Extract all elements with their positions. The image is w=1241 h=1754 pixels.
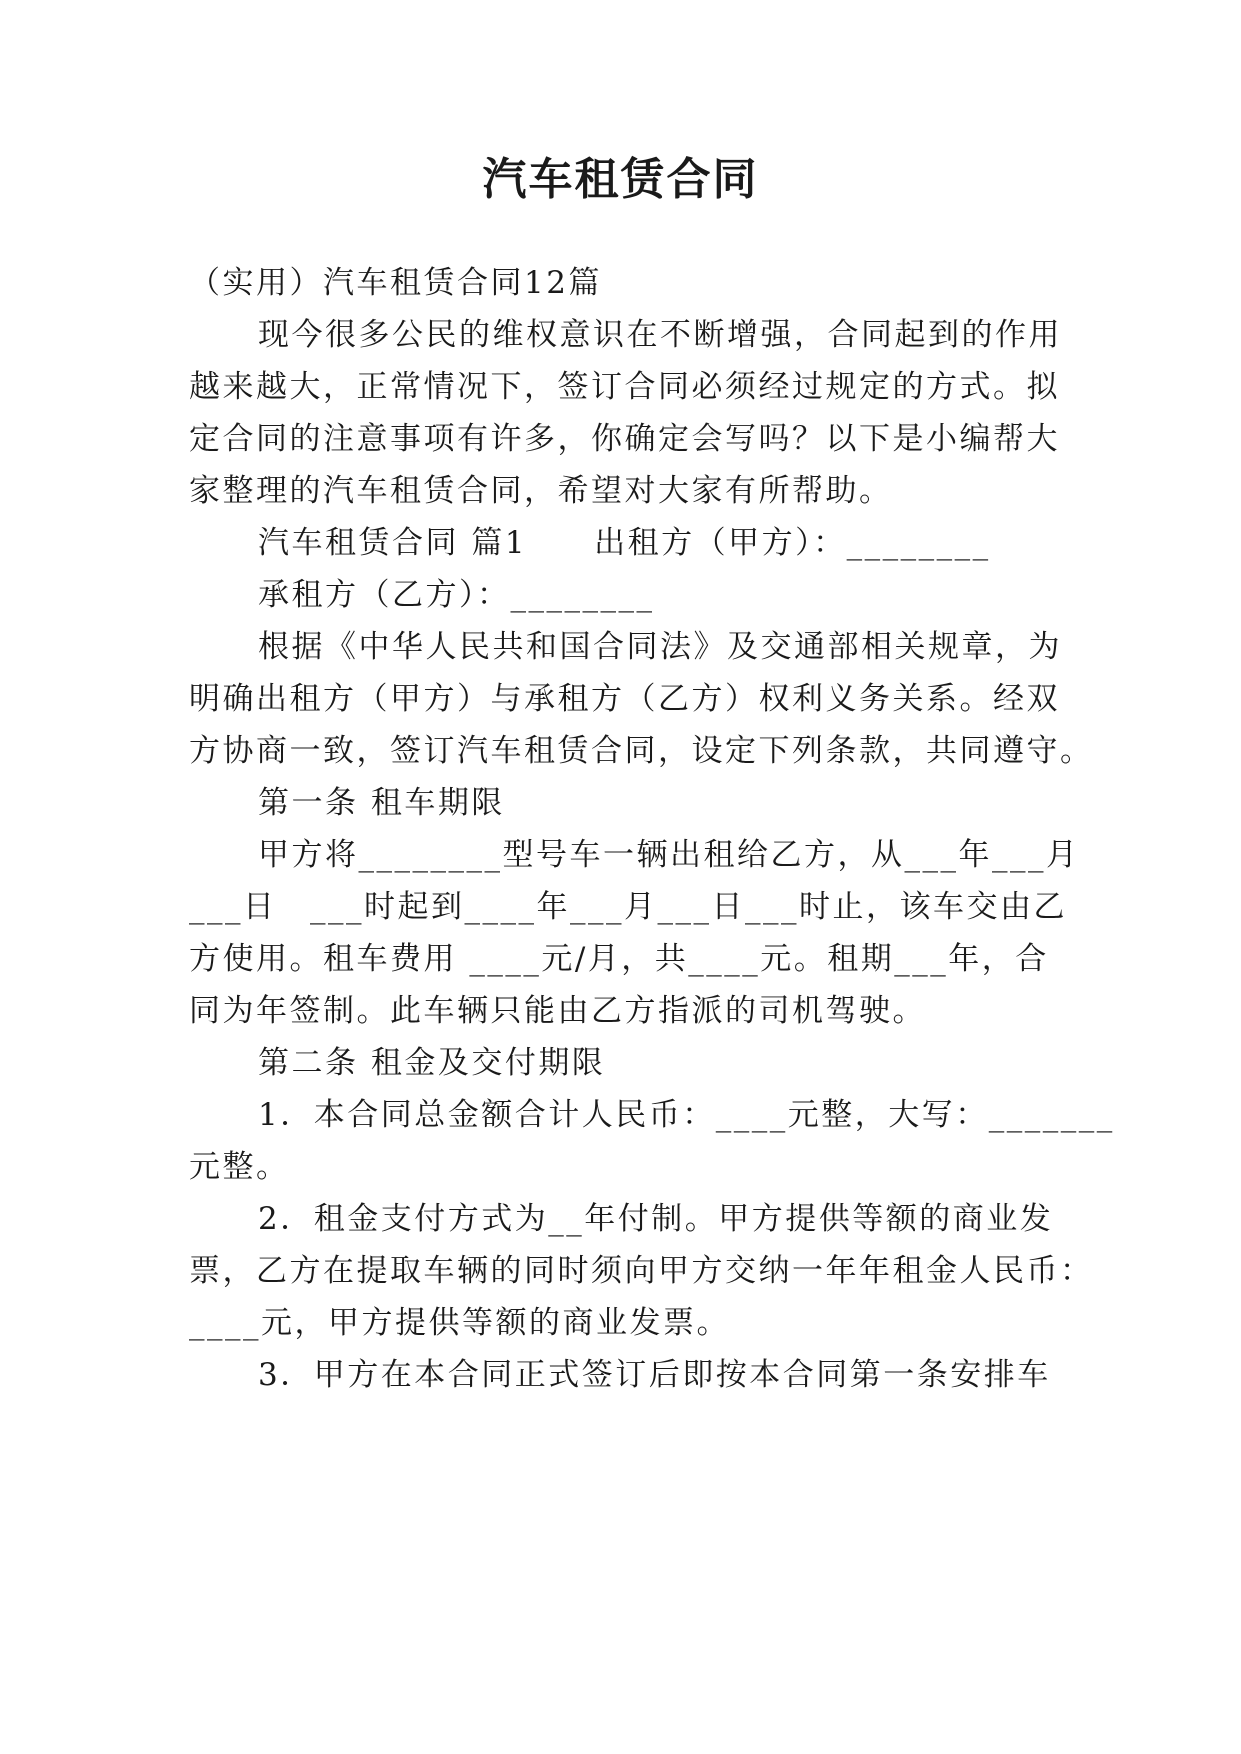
party-b-line: 承租方（乙方）：________: [258, 577, 655, 613]
paragraph-line: 家整理的汽车租赁合同，希望对大家有所帮助。: [189, 473, 893, 509]
document-subtitle: （实用）汽车租赁合同12篇: [189, 265, 602, 301]
paragraph-line: 票，乙方在提取车辆的同时须向甲方交纳一年年租金人民币：: [189, 1253, 1094, 1289]
paragraph-line: 根据《中华人民共和国合同法》及交通部相关规章，为: [258, 629, 1062, 665]
paragraph-line: 同为年签制。此车辆只能由乙方指派的司机驾驶。: [189, 993, 926, 1029]
paragraph-line: ___日 ___时起到____年___月___日___时止，该车交由乙: [189, 889, 1067, 925]
paragraph-line: ____元，甲方提供等额的商业发票。: [189, 1305, 730, 1341]
paragraph-line: 2．租金支付方式为__年付制。甲方提供等额的商业发: [258, 1201, 1054, 1237]
paragraph-line: 元整。: [189, 1149, 290, 1185]
paragraph-line: 定合同的注意事项有许多，你确定会写吗？以下是小编帮大: [189, 421, 1060, 457]
paragraph-line: 3．甲方在本合同正式签订后即按本合同第一条安排车: [258, 1357, 1051, 1393]
paragraph-line: 方使用。租车费用 ____元/月，共____元。租期___年，合: [189, 941, 1049, 977]
paragraph-line: 明确出租方（甲方）与承租方（乙方）权利义务关系。经双: [189, 681, 1060, 717]
document-title: 汽车租赁合同: [482, 154, 759, 205]
article-heading: 第一条 租车期限: [258, 785, 505, 821]
paragraph-line: 1．本合同总金额合计人民币：____元整，大写：_______: [258, 1097, 1115, 1133]
article-heading: 第二条 租金及交付期限: [258, 1045, 606, 1081]
party-a-line: 汽车租赁合同 篇1 出租方（甲方）：________: [258, 525, 991, 561]
paragraph-line: 方协商一致，签订汽车租赁合同，设定下列条款，共同遵守。: [189, 733, 1094, 769]
paragraph-line: 越来越大，正常情况下，签订合同必须经过规定的方式。拟: [189, 369, 1060, 405]
paragraph-line: 现今很多公民的维权意识在不断增强，合同起到的作用: [258, 317, 1062, 353]
paragraph-line: 甲方将________型号车一辆出租给乙方，从___年___月: [258, 837, 1080, 873]
